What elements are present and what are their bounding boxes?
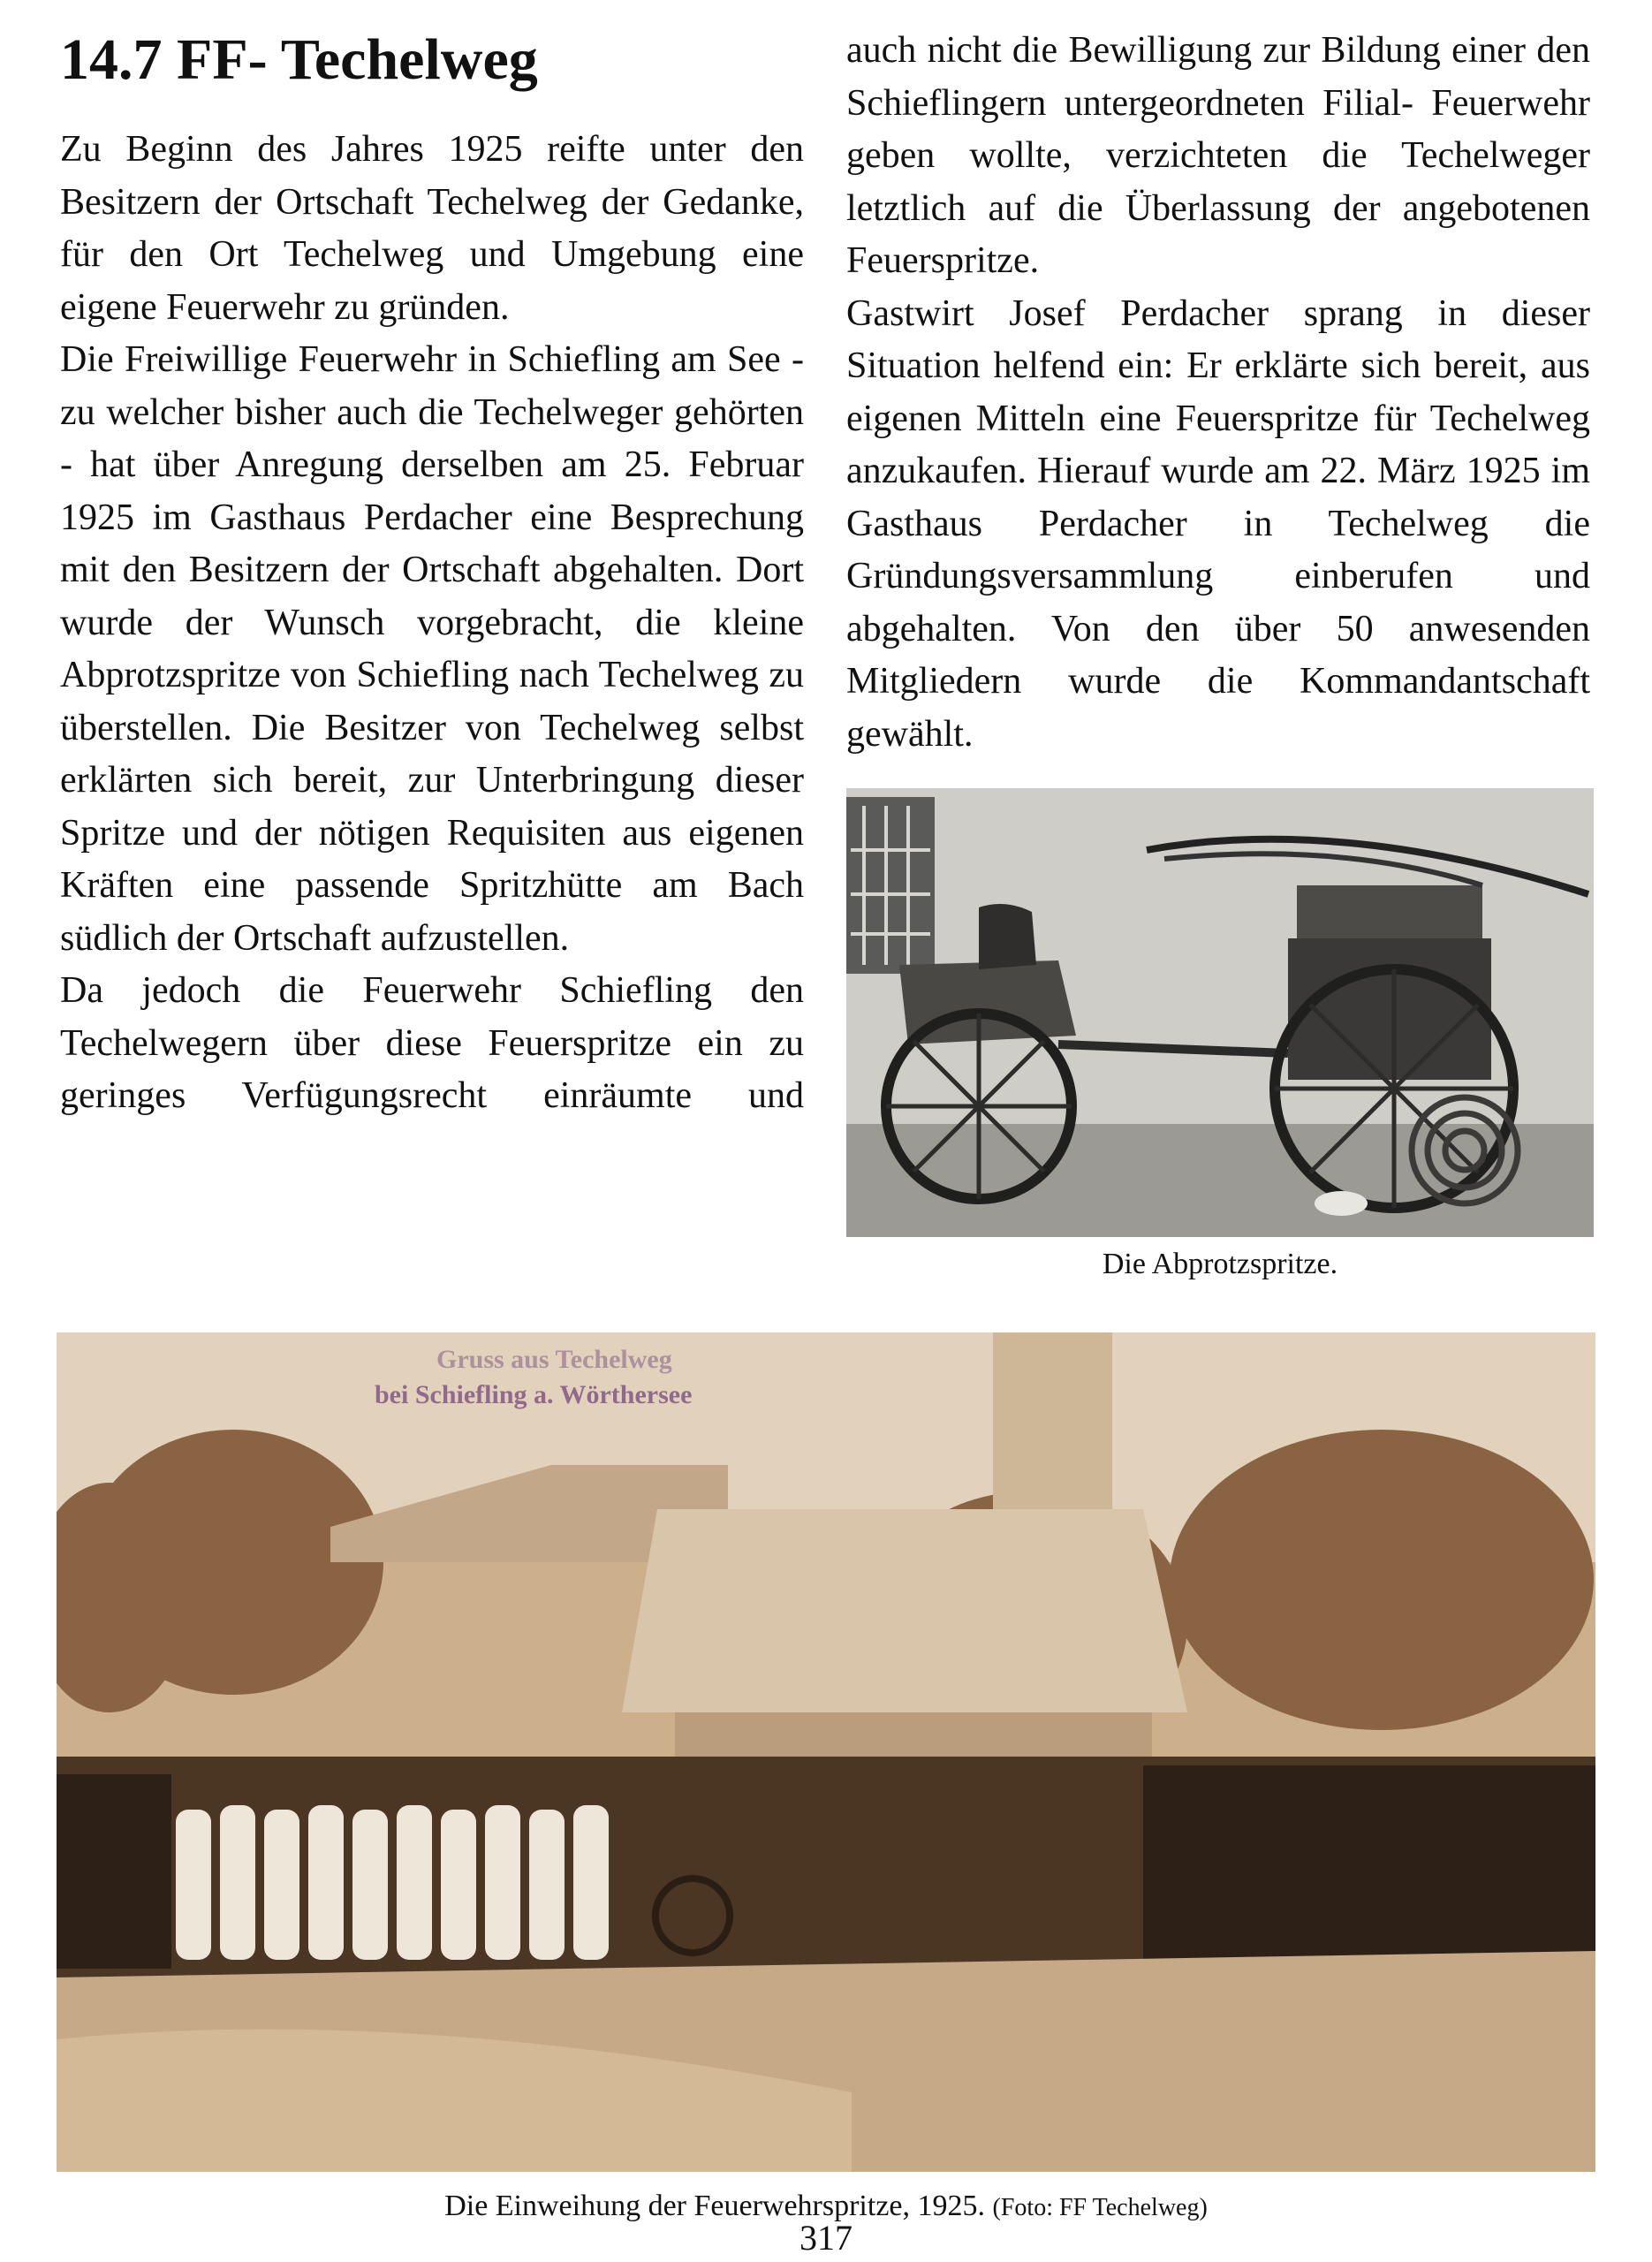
caption-text: Die Einweihung der Feuerwehrspritze, 1925.: [444, 2190, 986, 2222]
paragraph: Die Freiwillige Feuerwehr in Schiefling am See - zu welcher bisher auch die Techelweger gehörten - hat über Anregung derselben am 25. Februar 1925 im Gasthaus Perdacher eine Besprechung mit den Besitzern der Ortschaft abgehalten. Dort wurde der Wunsch vorgebracht, die kleine Abprotzspritze von Schiefling nach Techelweg zu überstellen. Die Besitzer von Techelweg selbst erklärten sich bereit, zur Unterbringung dieser Spritze und der nötigen Requisiten aus eigenen Kräften eine passende Spritzhütte am Bach südlich der Ortschaft aufzustellen.: [60, 339, 804, 959]
paragraph: auch nicht die Bewilligung zur Bildung einer den Schieflingern untergeordneten Filial- Feuerwehr geben wollte, verzichteten die Techelweger letztlich auf die Überlassung der angebotenen Feuerspritze.: [846, 30, 1590, 281]
paragraph: Zu Beginn des Jahres 1925 reifte unter den Besitzern der Ortschaft Techelweg der Gedanke, für den Ort Techelweg und Umgebung eine eigene Feuerwehr zu gründen.: [60, 129, 804, 328]
paragraph: Da jedoch die Feuerwehr Schiefling den Techelwegern über diese Feuerspritze ein zu geringes Verfügungsrecht einräumte und: [60, 970, 804, 1116]
einweihung-photo: [57, 1332, 1595, 2172]
postcard-stamp-line2: bei Schiefling a. Wörthersee: [375, 1380, 693, 1409]
abprotzspritze-photo: [846, 788, 1594, 1237]
photo-credit: (Foto: FF Techelweg): [992, 2194, 1208, 2221]
left-text-column: [60, 124, 804, 1123]
section-heading: 14.7 FF- Techelweg: [60, 27, 538, 92]
paragraph: Gastwirt Josef Perdacher sprang in dieser Situation helfend ein: Er erklärte sich bereit, aus eigenen Mitteln eine Feuerspritze für Techelweg anzukaufen. Hierauf wurde am 22. März 1925 im Gasthaus Perdacher in Techelweg die Gründungsversammlung einberufen und abgehalten. Von den über 50 anwesenden Mitgliedern wurde die Kommandantschaft gewählt.: [846, 292, 1590, 755]
postcard-stamp-line1: Gruss aus Techelweg: [436, 1345, 672, 1374]
photo-caption: Die Abprotzspritze.: [1102, 1248, 1338, 1280]
page-number: 317: [799, 2218, 853, 2258]
right-text-column: [846, 25, 1590, 761]
